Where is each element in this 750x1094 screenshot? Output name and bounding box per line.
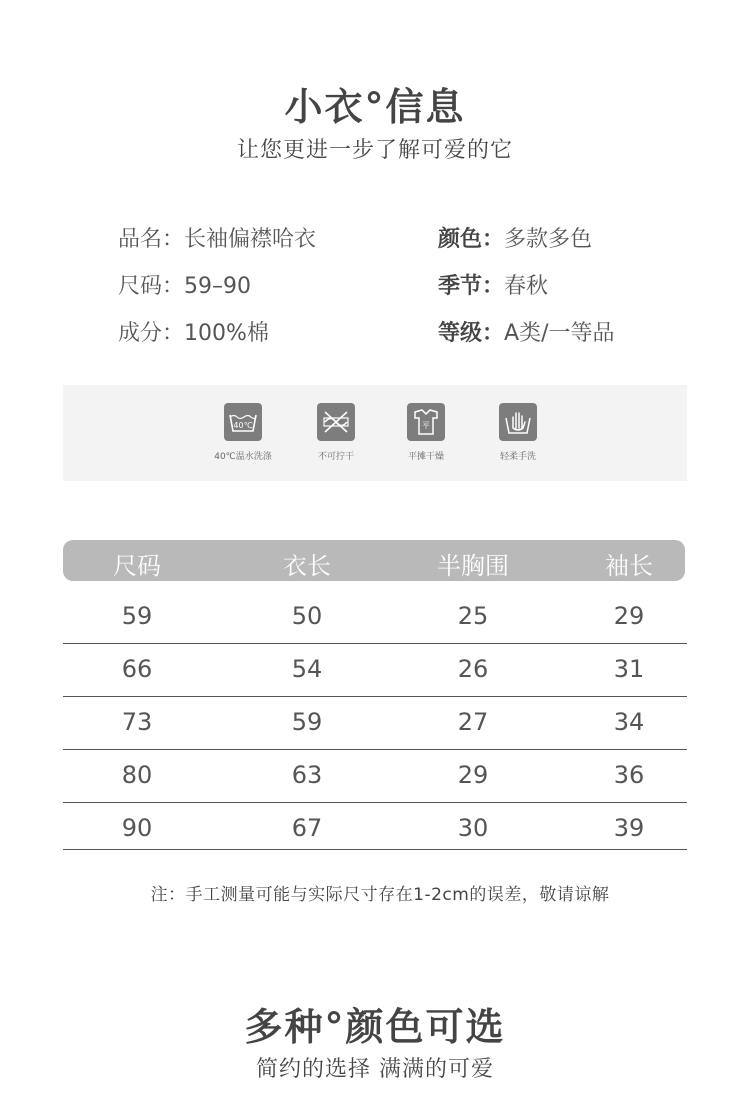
cell-sleeve: 31 xyxy=(613,655,645,683)
care-label-dry-flat: 平摊干燥 xyxy=(407,452,444,462)
care-instructions xyxy=(63,385,687,481)
header-sleeve: 袖长 xyxy=(605,552,653,580)
info-size: 尺码：59–90 xyxy=(118,274,252,299)
hand-wash-icon xyxy=(499,403,537,441)
cell-sleeve: 39 xyxy=(613,814,645,842)
cell-half-chest: 27 xyxy=(457,708,489,736)
care-label-hand-wash: 轻柔手洗 xyxy=(499,452,536,462)
care-item-hand-wash xyxy=(478,403,558,462)
info-material: 成分：100%棉 xyxy=(118,321,269,346)
wash-40-icon xyxy=(224,403,262,441)
care-label-no-wring: 不可拧干 xyxy=(317,452,354,462)
header-length: 衣长 xyxy=(283,552,331,580)
table-row xyxy=(63,643,687,697)
cell-length: 63 xyxy=(291,761,323,789)
cell-size: 66 xyxy=(121,655,153,683)
cell-sleeve: 34 xyxy=(613,708,645,736)
page-title: 小衣°信息 xyxy=(284,85,466,129)
cell-half-chest: 25 xyxy=(457,602,489,630)
cell-length: 50 xyxy=(291,602,323,630)
table-row xyxy=(63,590,687,644)
cell-length: 59 xyxy=(291,708,323,736)
info-grade: 等级：A类/一等品 xyxy=(438,321,615,346)
info-product-name: 品名：长袖偏襟哈衣 xyxy=(118,227,317,252)
cell-half-chest: 30 xyxy=(457,814,489,842)
dry-flat-glyph: 平 xyxy=(422,421,430,430)
header-half-chest: 半胸围 xyxy=(437,552,509,580)
size-table-header xyxy=(63,540,685,581)
care-label-wash: 40℃温水洗涤 xyxy=(214,452,272,462)
cell-size: 59 xyxy=(121,602,153,630)
info-season: 季节：春秋 xyxy=(438,274,549,299)
cell-half-chest: 29 xyxy=(457,761,489,789)
header-size: 尺码 xyxy=(113,552,161,580)
no-wring-icon xyxy=(317,403,355,441)
measurement-note: 注：手工测量可能与实际尺寸存在1-2cm的误差，敬请谅解 xyxy=(150,885,610,905)
section-title-colors: 多种°颜色可选 xyxy=(244,1005,506,1049)
cell-sleeve: 29 xyxy=(613,602,645,630)
wash-temp-glyph: 40℃ xyxy=(233,421,253,430)
care-item-wash xyxy=(203,403,283,462)
cell-size: 73 xyxy=(121,708,153,736)
table-row xyxy=(63,749,687,803)
table-row xyxy=(63,802,687,850)
cell-length: 67 xyxy=(291,814,323,842)
cell-sleeve: 36 xyxy=(613,761,645,789)
cell-half-chest: 26 xyxy=(457,655,489,683)
page-subtitle: 让您更进一步了解可爱的它 xyxy=(236,138,513,163)
cell-size: 80 xyxy=(121,761,153,789)
dry-flat-icon xyxy=(407,403,445,441)
section-subtitle-colors: 简约的选择 满满的可爱 xyxy=(256,1057,494,1082)
cell-size: 90 xyxy=(121,814,153,842)
info-color: 颜色：多款多色 xyxy=(438,227,593,252)
care-item-no-wring xyxy=(296,403,376,462)
table-row xyxy=(63,696,687,750)
care-item-dry-flat xyxy=(386,403,466,462)
cell-length: 54 xyxy=(291,655,323,683)
